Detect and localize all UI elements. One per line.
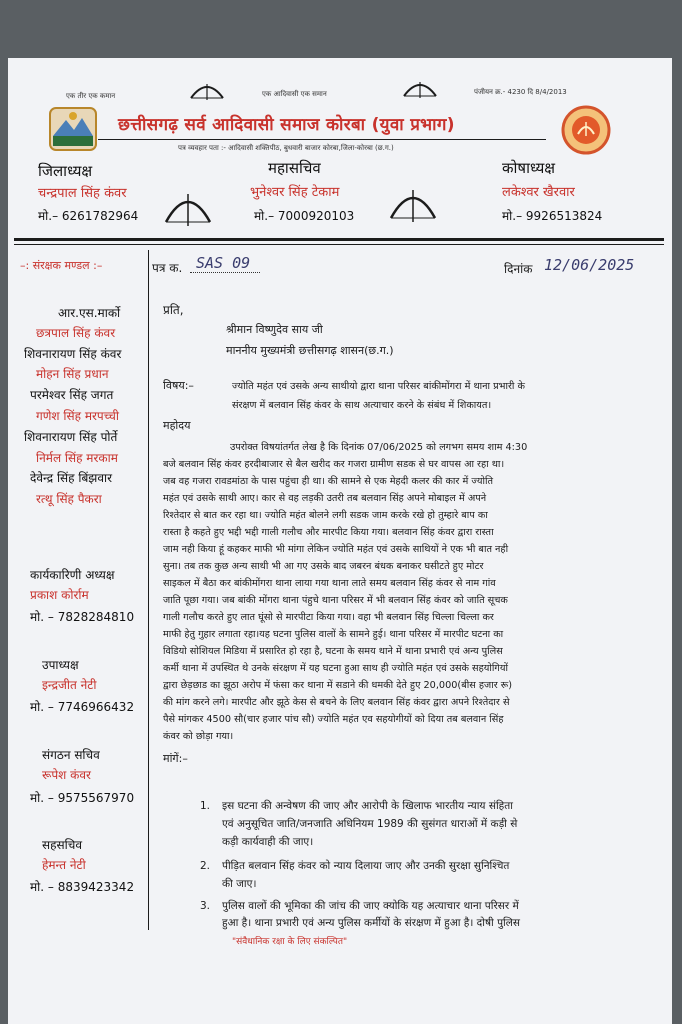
body-line: कर्मी थाना में उपस्थित थे उनके संरक्षण में यह घटना हुआ साथ ही ज्योति महंत एवं उसके सहयोगियों [163, 663, 508, 674]
slogan-mid: एक आदिवासी एक समान [262, 90, 327, 98]
patron-name: गणेश सिंह मरपच्ची [36, 409, 119, 423]
role-phone: मो. – 8839423342 [30, 880, 135, 894]
subject-label: विषय:– [163, 379, 194, 392]
registration-number: पंजीयन क्र.- 4230 दि 8/4/2013 [474, 88, 567, 96]
officer-phone: मो.– 7000920103 [254, 209, 355, 223]
patron-name: परमेश्वर सिंह जगत [30, 388, 114, 402]
demand-number: 3. [200, 900, 211, 912]
officer-name: भुनेश्वर सिंह टेकाम [250, 185, 340, 200]
bow-arrow-icon [400, 78, 440, 100]
salutation: महोदय [163, 419, 191, 432]
body-line: साइकल में बैठा कर बांकीमोंगरा थाना लाया गया थाना लाते समय बलवान सिंह कंवर से नाम गांव [163, 578, 496, 589]
body-line: उपरोक्त विषयांतर्गत लेख है कि दिनांक 07/06/2025 को लगभग समय शाम 4:30 [230, 442, 528, 453]
officer-phone: मो.– 9926513824 [502, 209, 603, 223]
body-line: जाति पूछा गया। जब बांकी मोंगरा थाना पंहुचे थाना परिसर में भी बलवान सिंह कंवर को जाति सूचक [163, 595, 508, 606]
body-line: जाम नही किया हूं कहकर माफी भी मांगा लेकिन ज्योति महंत एवं उसके साथियों ने एक भी बात नही [163, 544, 509, 555]
to-label: प्रति, [163, 303, 184, 317]
bow-arrow-icon [385, 184, 441, 224]
bow-arrow-icon [187, 80, 227, 102]
officer-title: महासचिव [268, 159, 321, 177]
body-line: रास्ता है कहते हुए भद्दी भद्दी गाली गलौच और मारपीट किया गया। बलवान सिंह कंवर द्वारा रास्ता [163, 527, 494, 538]
date-label: दिनांक [504, 262, 533, 276]
correspondence-address: पत्र व्यवहार पता :- आदिवासी शक्तिपीठ, बुधवारी बाजार कोरबा,जिला-कोरबा (छ.ग.) [178, 144, 394, 152]
date-value: 12/06/2025 [544, 256, 635, 274]
demands-label: मांगें:– [163, 752, 188, 765]
demand-number: 2. [200, 860, 211, 872]
body-line: रिश्तेदार से बात कर रहा था। ज्योति महंत बोलने लगी सडक जाम करके रखे हो तुम्हारे बाप का [163, 510, 488, 521]
patron-name: मोहन सिंह प्रधान [36, 367, 109, 381]
patron-name: छत्रपाल सिंह कंवर [36, 326, 116, 340]
officer-name: लकेश्वर खैरवार [502, 185, 575, 200]
role-phone: मो. – 7746966432 [30, 700, 135, 714]
patron-name: शिवनारायण सिंह कंवर [24, 347, 122, 361]
body-line: जब वह गजरा रावडमांठा के पास पहुंचा ही था। की सामने से एक मेहदी कलर की कार में ज्योति [163, 476, 494, 487]
header-underline [98, 139, 546, 140]
letter-ref-value: SAS 09 [196, 254, 251, 272]
body-line: माफी हेतु गुहार लगाता रहा।यह घटना पुलिस वालों के सामने हुई। थाना परिसर में मारपीट घटना का [163, 629, 504, 640]
role-title: उपाध्यक्ष [42, 658, 79, 672]
patron-name: निर्मल सिंह मरकाम [36, 451, 118, 465]
body-line: कंवर को छोड़ा गया। [163, 731, 234, 742]
patron-name: देवेन्द्र सिंह बिंझवार [30, 471, 113, 485]
officer-title: जिलाध्यक्ष [38, 162, 93, 180]
sidebar-divider [148, 250, 149, 930]
role-title: सहसचिव [42, 838, 82, 852]
society-logo-icon [48, 106, 98, 152]
demand-line: पीड़ित बलवान सिंह कंवर को न्याय दिलाया जाए और उनकी सुरक्षा सुनिश्चित [222, 860, 510, 872]
subject-line: ज्योति महंत एवं उसके अन्य साथीयो द्वारा थाना परिसर बांकीमोंगरा में थाना प्रभारी के [232, 381, 525, 392]
patron-name: रत्थू सिंह पैकरा [36, 492, 102, 506]
role-title: संगठन सचिव [42, 748, 100, 762]
subject-line: संरक्षण में बलवान सिंह कंवर के साथ अत्याचार करने के संबंध में शिकायत। [232, 400, 492, 411]
patrons-heading: –: संरक्षक मण्डल :– [20, 259, 103, 272]
header-divider [14, 238, 664, 241]
officer-title: कोषाध्यक्ष [502, 159, 556, 177]
body-line: गाली गलौच करते हुए लात घूंसो से मारपीटा किया गया। वहा भी बलवान सिंह चिल्ला चिल्ला कर [163, 612, 494, 623]
demand-number: 1. [200, 800, 211, 812]
body-line: बजे बलवान सिंह कंवर हरदीबाजार से बैल खरीद कर गजरा ग्रामीण सडक से घर वापस आ रहा था। [163, 459, 505, 470]
role-title: कार्यकारिणी अध्यक्ष [30, 568, 115, 582]
organization-name: छत्तीसगढ़ सर्व आदिवासी समाज कोरबा (युवा प्रभाग) [118, 115, 455, 135]
officer-phone: मो.– 6261782964 [38, 209, 139, 223]
emblem-icon [560, 104, 612, 156]
demand-line: पुलिस वालों की भूमिका की जांच की जाए क्योकि यह अत्याचार थाना परिसर में [222, 900, 519, 912]
body-line: की मांग करने लगे। मारपीट और झूठे केस से बचने के लिए बलवान सिंह कंवर द्वारा अपने रिश्तेदार से [163, 697, 510, 708]
role-name: इन्द्रजीत नेटी [42, 678, 97, 692]
patron-name: शिवनारायण सिंह पोर्ते [24, 430, 118, 444]
demand-line: कड़ी कार्यवाही की जाए। [222, 836, 314, 848]
role-phone: मो. – 9575567970 [30, 791, 135, 805]
role-name: प्रकाश कोर्राम [30, 588, 89, 602]
role-name: रूपेश कंवर [42, 768, 91, 782]
slogan-left: एक तीर एक कमान [66, 92, 116, 100]
body-line: पैसे मांगकर 4500 सौ(चार हजार पांच सौ) ज्योति महंत एव सहयोगीयों को दिया तब बलवान सिंह [163, 714, 504, 725]
recipient-name: श्रीमान विष्णुदेव साय जी [226, 323, 323, 336]
demand-line: एवं अनुसूचित जाति/जनजाति अधिनियम 1989 की सुसंगत धाराओं में कड़ी से [222, 818, 518, 830]
footer-slogan: "संवैधानिक रक्षा के लिए संकल्पित" [232, 937, 348, 947]
role-phone: मो. – 7828284810 [30, 610, 135, 624]
ref-dotted-line [190, 272, 260, 273]
body-line: विडियो सोशियल मिडिया में प्रसारित हो रहा है, घटना के समय थाने में थाना प्रभारी एवं अन्य पुलिस [163, 646, 503, 657]
recipient-post: माननीय मुख्यमंत्री छत्तीसगढ़ शासन(छ.ग.) [226, 344, 394, 357]
body-line: सुना। तब तक कुछ अन्य साथी भी आ गए उसके बाद जबरन बंधक बनाकर घसीटते हुए मोटर [163, 561, 484, 572]
bow-arrow-icon [160, 188, 216, 228]
body-line: महंत एवं उसके साथी आए। कार से वह लड़की उतरी तब बलवान सिंह अपने मोबाइल में अपने [163, 493, 487, 504]
demand-line: की जाए। [222, 878, 257, 890]
body-line: द्वारा छेड़छाड का झूठा अरोप में फंसा कर थाना में सडाने की धमकी देते हुए 20,000(बीस हजार रू) [163, 680, 513, 691]
demand-line: इस घटना की अन्वेषण की जाए और आरोपी के खिलाफ भारतीय न्याय संहिता [222, 800, 513, 812]
header-divider [14, 244, 664, 245]
demand-line: हुआ है। थाना प्रभारी एवं अन्य पुलिस कर्मीयों के संरक्षण में हुआ है। दोषी पुलिस [222, 917, 520, 929]
role-name: हेमन्त नेटी [42, 858, 86, 872]
patron-name: आर.एस.मार्को [58, 306, 121, 320]
letter-ref-label: पत्र क. [152, 261, 183, 275]
officer-name: चन्द्रपाल सिंह कंवर [38, 186, 127, 201]
